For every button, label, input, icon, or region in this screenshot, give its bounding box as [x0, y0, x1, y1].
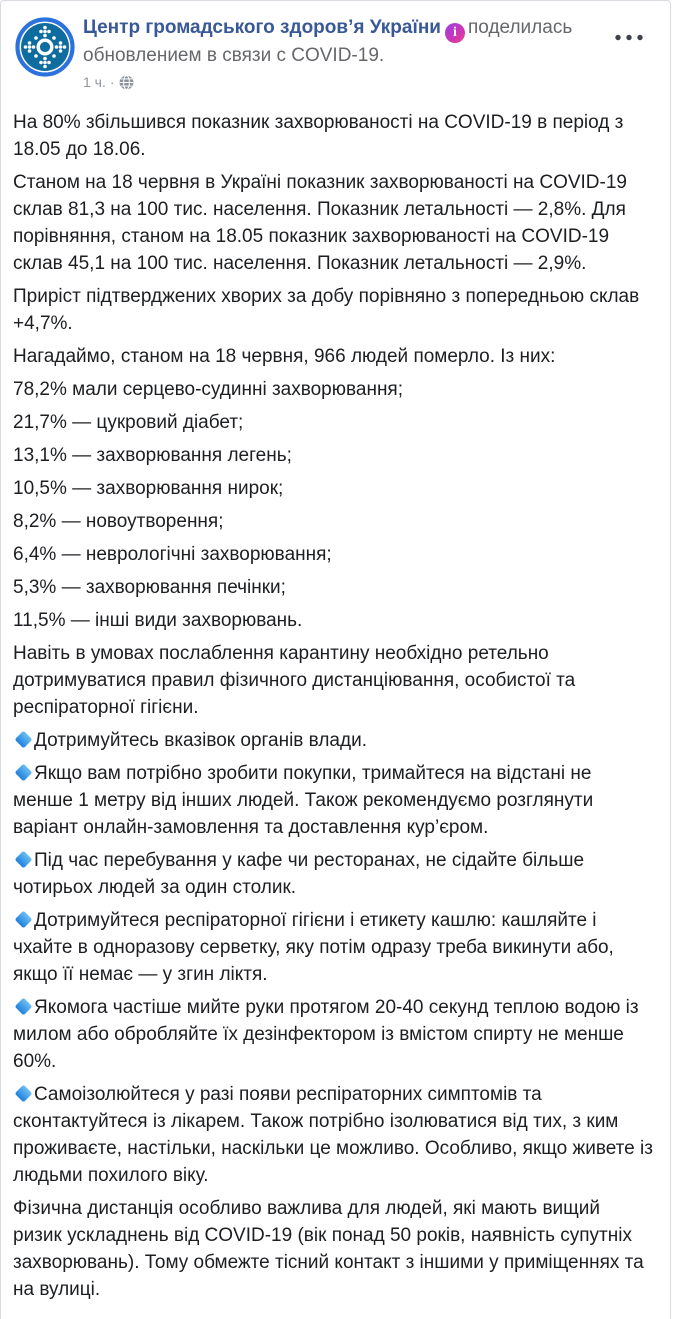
- post-paragraph: 11,5% — інші види захворювань.: [13, 610, 303, 631]
- blue-diamond-icon: [13, 762, 34, 783]
- post-bullet-paragraph: Під час перебування у кафе чи ресторанах, не сідайте більше чотирьох людей за один столик.: [13, 850, 585, 898]
- blue-diamond-icon: [13, 1083, 34, 1104]
- post-paragraph: 5,3% — захворювання печінки;: [13, 577, 286, 598]
- blue-diamond-icon: [13, 729, 34, 750]
- globe-privacy-icon: [119, 75, 134, 90]
- post-paragraph: Навіть в умовах послаблення карантину необхідно ретельно дотримуватися правил фізичного дистанціювання, особистої та респіраторної гігієни.: [13, 643, 576, 718]
- ellipsis-icon: [614, 34, 644, 41]
- page-name-link[interactable]: Центр громадського здоров’я України: [83, 17, 441, 38]
- post-paragraph: Приріст підтверджених хворих за добу порівняно з попередньою склав +4,7%.: [13, 286, 640, 334]
- separator-dot: ·: [109, 74, 115, 90]
- covid-info-badge-icon[interactable]: i: [445, 23, 465, 43]
- timestamp-link[interactable]: 1 ч.: [83, 74, 106, 90]
- post-paragraph: 10,5% — захворювання нирок;: [13, 478, 284, 499]
- page-avatar[interactable]: [15, 17, 75, 77]
- post-paragraph: 21,7% — цукровий діабет;: [13, 412, 244, 433]
- header-title: [83, 15, 604, 69]
- post-text: [13, 109, 656, 1303]
- post-menu-button[interactable]: [608, 23, 650, 50]
- blue-diamond-icon: [13, 996, 34, 1017]
- post-bullet-paragraph: Дотримуйтеся респіраторної гігієни і етикету кашлю: кашляйте і чхайте в одноразову серветку, яку потім одразу треба викинути або, якщо її немає — у згин ліктя.: [13, 910, 614, 985]
- page-logo-icon: [15, 17, 75, 77]
- post-paragraph: 78,2% мали серцево-судинні захворювання;: [13, 379, 404, 400]
- post-paragraph: Станом на 18 червня в Україні показник захворюваності на COVID-19 склав 81,3 на 100 тис. населення. Показник летальності — 2,8%. Для порівняння, станом на 18.05 показник захворюваності на COVID-19 склав 45,1 на 100 тис. населення. Показник летальності — 2,9%.: [13, 172, 627, 274]
- post-bullet-paragraph: Дотримуйтесь вказівок органів влади.: [13, 727, 654, 754]
- post-bullet-paragraph: Якомога частіше мийте руки протягом 20-40 секунд теплою водою із милом або обробляйте їх дезінфектором із вмістом спирту не менше 60%.: [13, 997, 639, 1072]
- post-paragraph: 13,1% — захворювання легень;: [13, 445, 292, 466]
- post-paragraph: Фізична дистанція особливо важлива для людей, які мають вищий ризик ускладнень від COVID-19 (вік понад 50 років, наявність супутніх захворювань). Тому обмежте тісний контакт з іншими у приміщеннях та на вулиці.: [13, 1198, 644, 1300]
- post-paragraph: 8,2% — новоутворення;: [13, 511, 224, 532]
- post-header: [13, 15, 656, 97]
- header-meta: [83, 15, 656, 90]
- post-bullet-paragraph: Самоізолюйтеся у разі появи респіраторних симптомів та сконтактуйтеся із лікарем. Також потрібно ізолюватися від тих, з ким проживаєте, настільки, наскільки це можливо. Особливо, якщо живете із людьми похилого віку.: [13, 1084, 653, 1186]
- post-bullet-paragraph: Якщо вам потрібно зробити покупки, тримайтеся на відстані не менше 1 метру від інших людей. Також рекомендуємо розглянути варіант онлайн-замовлення та доставлення кур’єром.: [13, 763, 594, 838]
- blue-diamond-icon: [13, 909, 34, 930]
- post-paragraph: На 80% збільшився показник захворюваності на COVID-19 в період з 18.05 до 18.06.: [13, 112, 624, 160]
- shared-update-text: поделилась обновлением в связи с COVID-19.: [83, 17, 573, 66]
- post-subtitle: [83, 74, 604, 90]
- post-paragraph: Нагадаймо, станом на 18 червня, 966 людей померло. Із них:: [13, 346, 556, 367]
- post-paragraph: 6,4% — неврологічні захворювання;: [13, 544, 332, 565]
- blue-diamond-icon: [13, 849, 34, 870]
